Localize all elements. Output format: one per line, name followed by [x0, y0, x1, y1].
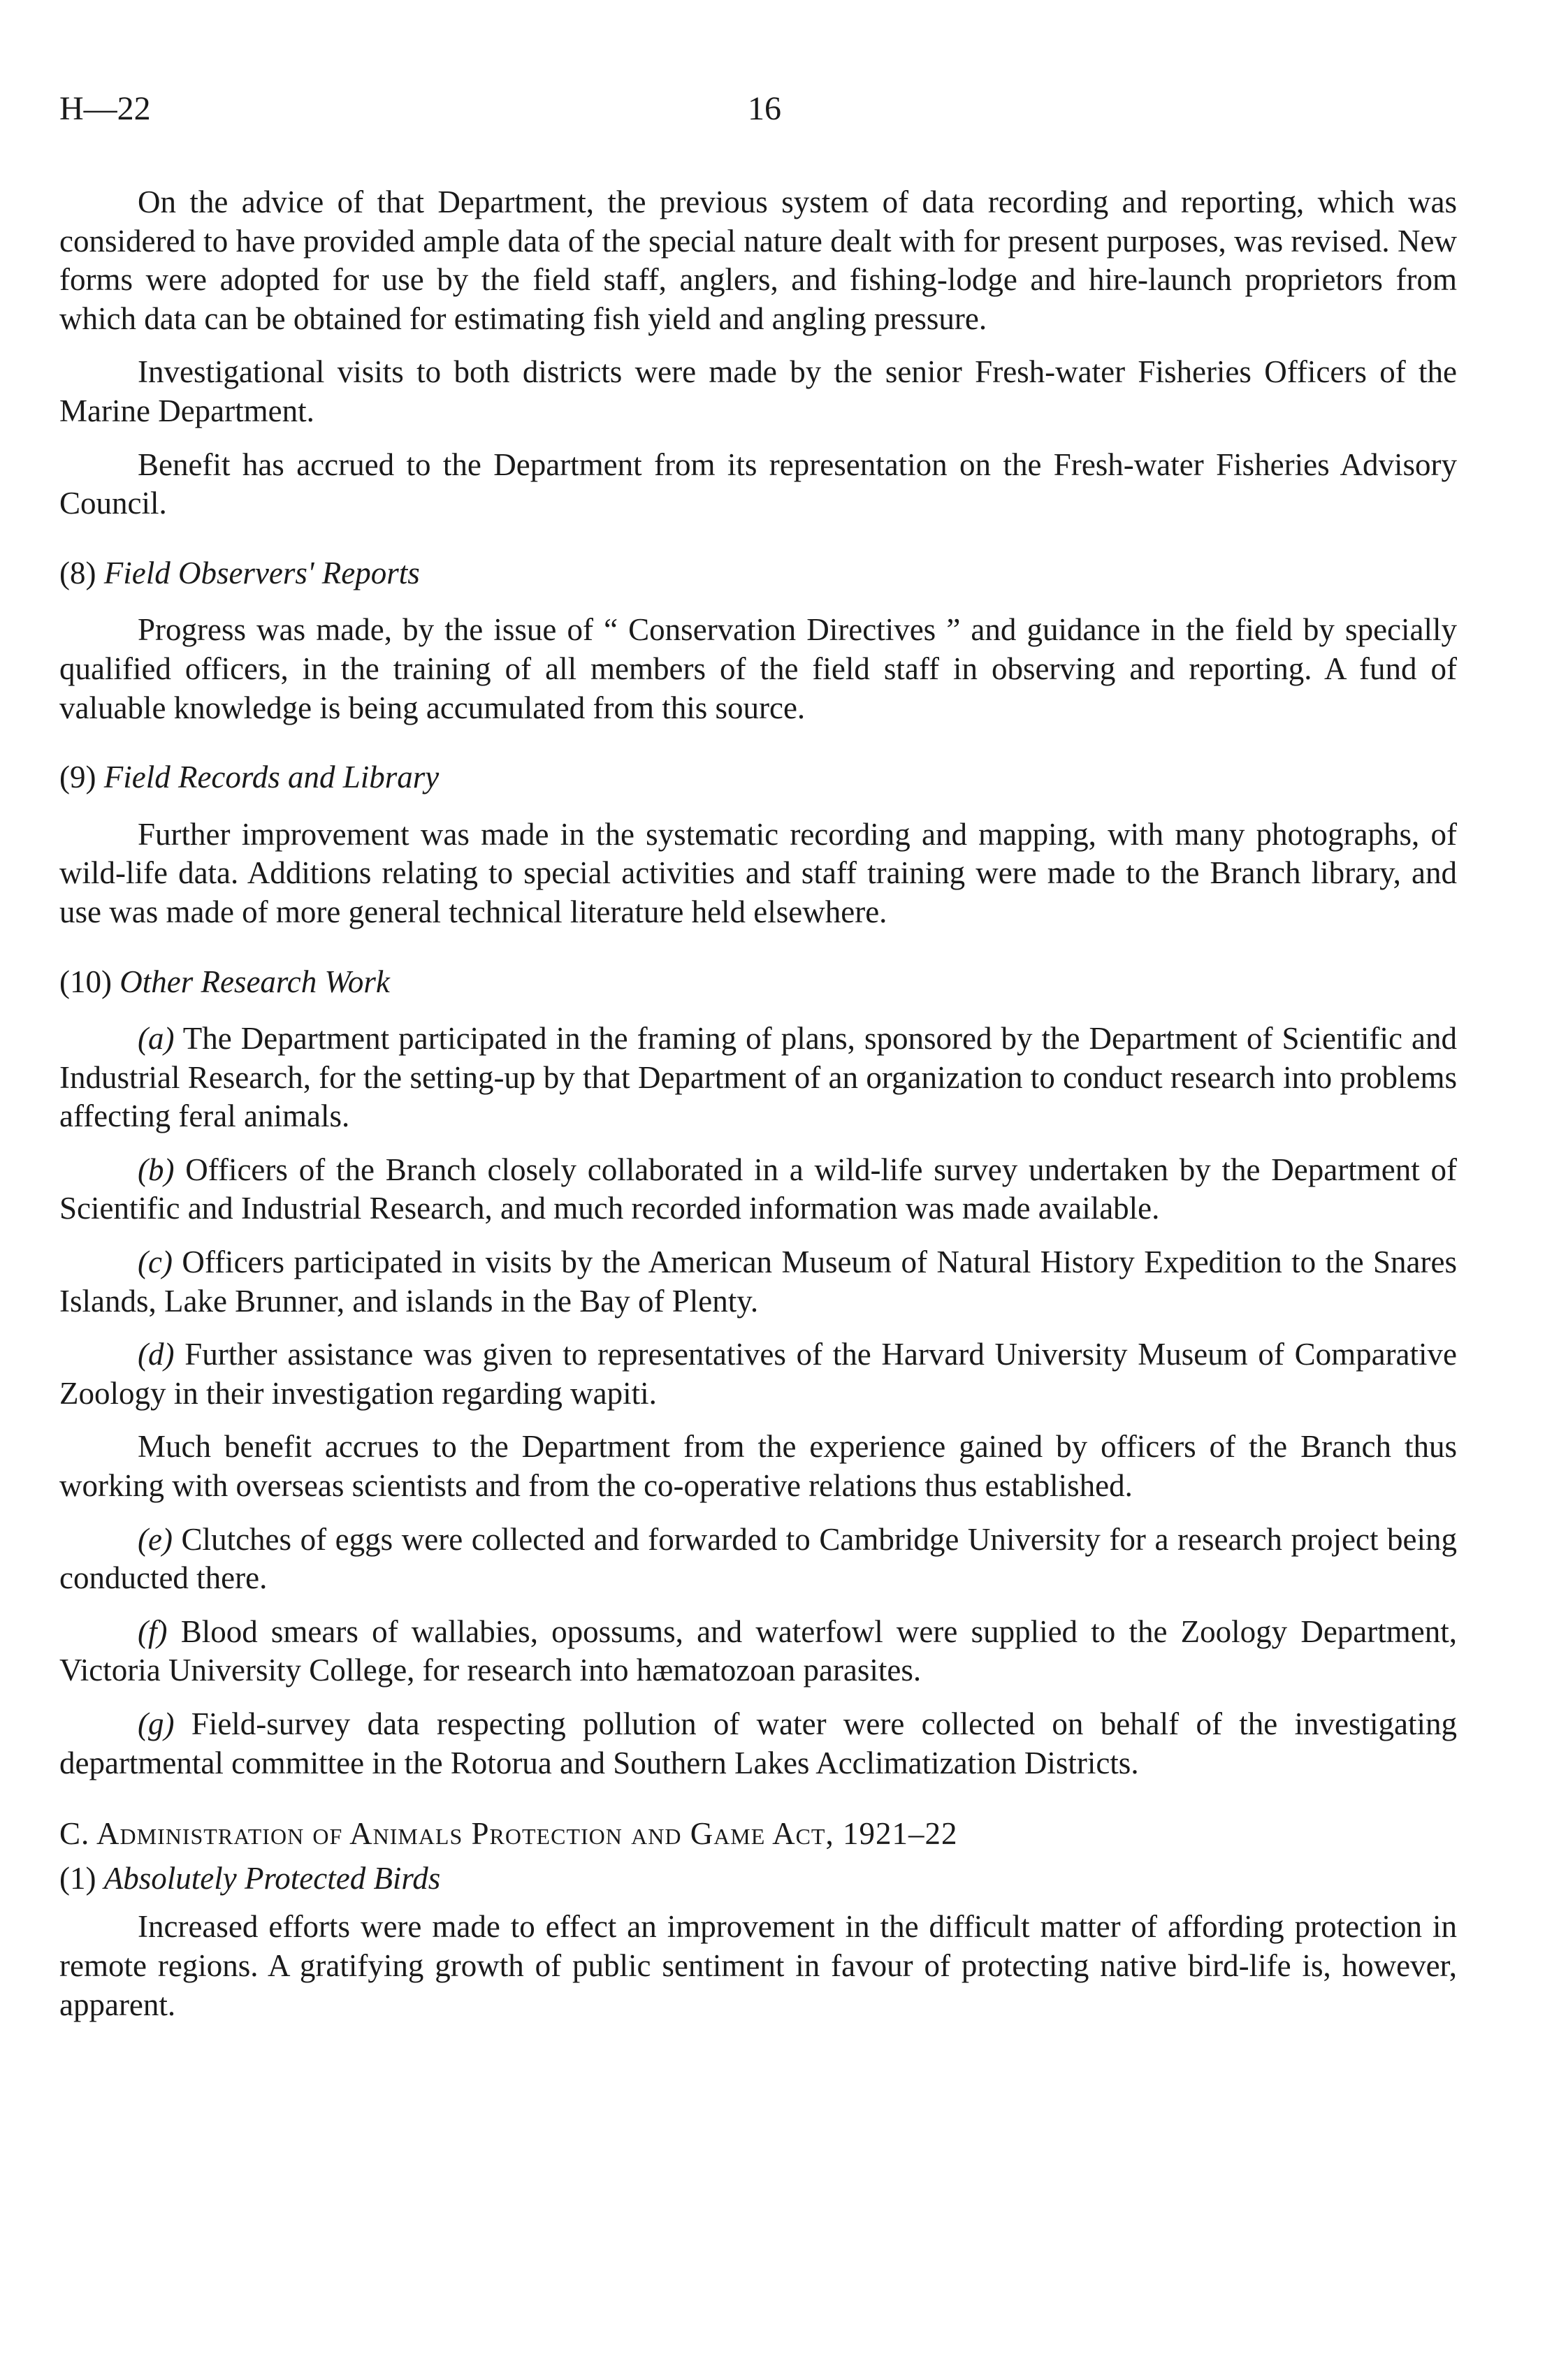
- section-title: Field Observers' Reports: [103, 555, 420, 590]
- item-label: (a): [138, 1021, 175, 1057]
- page-body: [59, 183, 1457, 2039]
- section-number: (1): [59, 1860, 96, 1896]
- list-item-paragraph: [59, 1020, 1457, 1136]
- section-heading: [59, 554, 1457, 593]
- section-title: Field Records and Library: [103, 760, 440, 795]
- item-label: (d): [138, 1337, 175, 1372]
- section-title: Absolutely Protected Birds: [103, 1860, 441, 1896]
- list-item-paragraph: [59, 1335, 1457, 1413]
- section-title: Other Research Work: [119, 964, 390, 999]
- section-number: (9): [59, 760, 96, 795]
- paragraph: Increased efforts were made to effect an improvement in the difficult matter of affording protection in remote regions. A gratifying growth of public sentiment in favour of protecting native bird-life is, however, apparent.: [59, 1909, 1457, 2022]
- section-heading: [59, 1859, 1457, 1899]
- list-item-paragraph: [59, 1613, 1457, 1690]
- report-code: H—22: [59, 90, 151, 127]
- paragraph: Further improvement was made in the systematic recording and mapping, with many photographs, of wild-life data. Additions relating to special activities and staff training were made to the Branch library, and use was made of more general technical literature held elsewhere.: [59, 816, 1457, 929]
- item-text: Officers participated in visits by the American Museum of Natural History Expedition to the Snares Islands, Lake Brunner, and islands in the Bay of Plenty.: [59, 1245, 1457, 1319]
- item-label: (e): [138, 1521, 173, 1557]
- paragraph: Benefit has accrued to the Department from its representation on the Fresh-water Fisheries Advisory Council.: [59, 447, 1457, 521]
- item-label: (b): [138, 1152, 175, 1187]
- item-label: (f): [138, 1613, 168, 1649]
- part-heading: C. Administration of Animals Protection and Game Act, 1921–22: [59, 1816, 958, 1852]
- page-header: [59, 89, 1457, 145]
- section-number: (10): [59, 964, 112, 999]
- item-text: The Department participated in the framing of plans, sponsored by the Department of Scientific and Industrial Research, for the setting-up by that Department of an organization to conduct research into problems affecting feral animals.: [59, 1021, 1457, 1134]
- item-text: Blood smears of wallabies, opossums, and waterfowl were supplied to the Zoology Department, Victoria University College, for research into hæmatozoan parasites.: [59, 1613, 1457, 1688]
- list-item-paragraph: [59, 1705, 1457, 1783]
- section-number: (8): [59, 555, 96, 590]
- item-text: Clutches of eggs were collected and forwarded to Cambridge University for a research project being conducted there.: [59, 1521, 1458, 1596]
- page-number: 16: [748, 90, 781, 127]
- paragraph: Investigational visits to both districts were made by the senior Fresh-water Fisheries Officers of the Marine Department.: [59, 354, 1457, 428]
- item-text: Field-survey data respecting pollution of water were collected on behalf of the investigating departmental committee in the Rotorua and Southern Lakes Acclimatization Districts.: [59, 1706, 1457, 1780]
- list-item-paragraph: [59, 1151, 1457, 1228]
- item-text: Further assistance was given to representatives of the Harvard University Museum of Comparative Zoology in their investigation regarding wapiti.: [59, 1337, 1458, 1411]
- section-heading: [59, 963, 1457, 1002]
- paragraph: Much benefit accrues to the Department from the experience gained by officers of the Branch thus working with overseas scientists and from the co-operative relations thus established.: [59, 1429, 1457, 1504]
- section-heading: [59, 758, 1457, 797]
- list-item-paragraph: [59, 1521, 1457, 1598]
- item-label: (c): [138, 1245, 173, 1280]
- item-text: Officers of the Branch closely collaborated in a wild-life survey undertaken by the Department of Scientific and Industrial Research, and much recorded information was made available.: [59, 1152, 1458, 1226]
- paragraph: Progress was made, by the issue of “ Conservation Directives ” and guidance in the field by specially qualified officers, in the training of all members of the field staff in observing and reporting. A fund of valuable knowledge is being accumulated from this source.: [59, 612, 1457, 725]
- paragraph: On the advice of that Department, the previous system of data recording and reporting, which was considered to have provided ample data of the special nature dealt with for present purposes, was revised. New forms were adopted for use by the field staff, anglers, and fishing-lodge and hire-launch proprietors from which data can be obtained for estimating fish yield and angling pressure.: [59, 184, 1457, 336]
- list-item-paragraph: [59, 1243, 1457, 1321]
- item-label: (g): [138, 1706, 175, 1741]
